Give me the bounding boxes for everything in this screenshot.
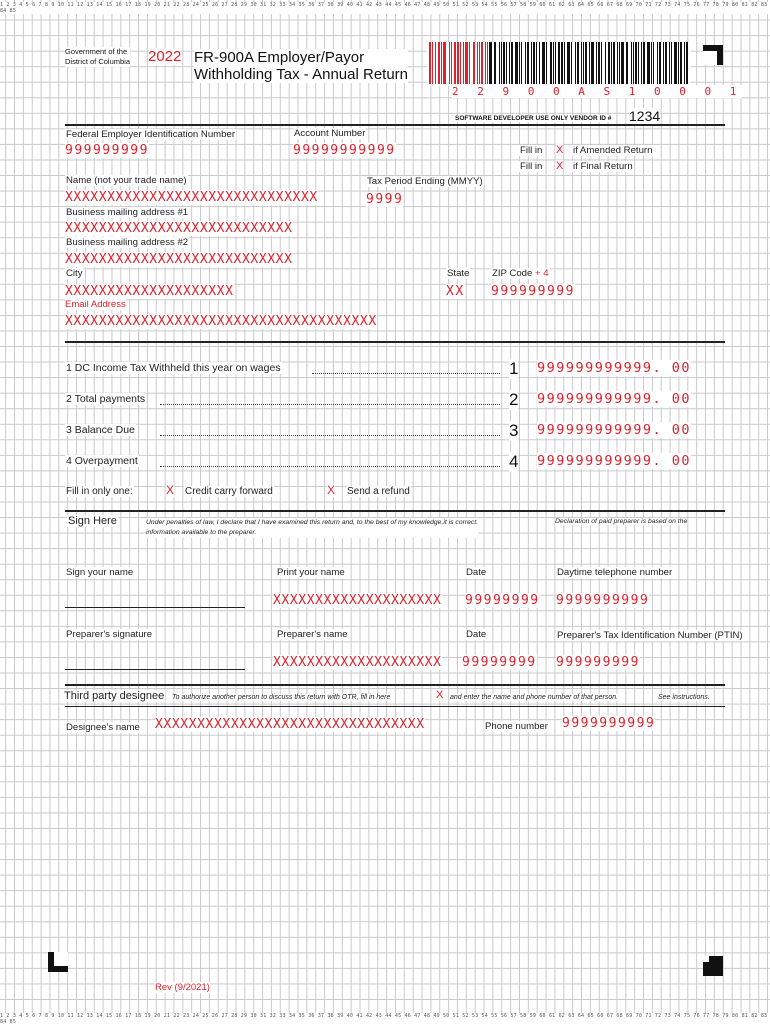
preparer-name-field[interactable]: XXXXXXXXXXXXXXXXXXXX [273,655,442,670]
registration-mark-top-right [703,45,723,65]
designee-instruction2: and enter the name and phone number of that person. [450,694,619,701]
section-rule-2 [65,510,725,512]
registration-mark-bottom-left [48,952,68,972]
daytime-phone-label: Daytime telephone number [557,567,673,578]
ptin-field[interactable]: 999999999 [556,655,640,670]
form-code: 2 2 9 0 0 A S 1 0 0 0 1 [452,85,743,98]
name-label: Name (not your trade name) [66,175,187,186]
agency-line1: Government of the [65,47,128,56]
line-1-label: 1 DC Income Tax Withheld this year on wages [66,362,281,374]
line-4-amount[interactable]: 999999999999. 00 [537,453,692,469]
revision-date: Rev (9/2021) [155,982,210,993]
line-4-label: 4 Overpayment [66,455,138,467]
credit-forward-checkbox[interactable]: X [166,483,175,497]
line-1-number: 1 [509,359,519,378]
preparer-signature-line[interactable] [65,669,245,670]
line-1-amount[interactable]: 999999999999. 00 [537,360,692,376]
declaration-line2: information available to the preparer. [146,529,257,536]
preparer-date-field[interactable]: 99999999 [462,655,537,670]
period-field[interactable]: 9999 [366,192,404,207]
send-refund-checkbox[interactable]: X [327,483,336,497]
line-2-label: 2 Total payments [66,393,146,405]
ptin-label: Preparer's Tax Identification Number (PTIN) [557,630,743,641]
line-1-leader [312,373,500,374]
form-title-line2: Withholding Tax - Annual Return [194,66,409,83]
designee-label: Third party designee [64,690,165,702]
email-field[interactable]: XXXXXXXXXXXXXXXXXXXXXXXXXXXXXXXXXXXXX [65,314,377,329]
fein-field[interactable]: 999999999 [65,143,149,158]
account-field[interactable]: 99999999999 [293,143,396,158]
vendor-id: 1234 [629,108,661,124]
sign-name-label: Sign your name [66,567,134,578]
barcode [427,42,691,86]
form-title-line1: FR-900A Employer/Payor [194,49,365,66]
designee-phone-label: Phone number [485,721,548,732]
top-ruler: 1 2 3 4 5 6 7 8 9 10 11 12 13 14 15 16 17 18 19 20 21 22 23 24 25 26 27 28 29 30 31 32 33 34 35 36 37 38 39 40 41 42 43 44 45 46 47 48 49 50 51 52 53 54 55 56 57 58 59 60 61 62 63 64 65 66 67 68 69 70 71 72 73 74 75 76 77 78 79 80 81 82 83 84 85 [0,2,770,14]
state-field[interactable]: XX [446,284,465,299]
address1-field[interactable]: XXXXXXXXXXXXXXXXXXXXXXXXXXX [65,221,293,236]
address2-label: Business mailing address #2 [66,237,189,248]
designee-rule [65,706,725,707]
form-title [194,49,408,83]
agency-line2: District of Columbia [65,57,131,66]
line-2-leader [160,404,500,405]
line-3-amount[interactable]: 999999999999. 00 [537,422,692,438]
name-field[interactable]: XXXXXXXXXXXXXXXXXXXXXXXXXXXXXX [65,190,318,205]
daytime-phone-field[interactable]: 9999999999 [556,593,650,608]
address2-field[interactable]: XXXXXXXXXXXXXXXXXXXXXXXXXXX [65,252,293,267]
signature-line[interactable] [65,607,245,608]
designee-instruction: To authorize another person to discuss this return with OTR, fill in here [172,694,391,701]
address1-label: Business mailing address #1 [66,207,189,218]
credit-forward-label: Credit carry forward [185,486,273,497]
account-label: Account Number [294,128,366,139]
amended-label: if Amended Return [573,145,653,156]
preparer-declaration: Declaration of paid preparer is based on the [555,518,688,525]
preparer-date-label: Date [466,629,487,640]
section-rule-3 [65,684,725,686]
line-4-number: 4 [509,452,519,471]
final-fill-label: Fill in [520,161,543,172]
sign-date-field[interactable]: 99999999 [465,593,540,608]
print-name-field[interactable]: XXXXXXXXXXXXXXXXXXXX [273,593,442,608]
line-3-leader [160,435,500,436]
period-label: Tax Period Ending (MMYY) [367,176,483,187]
line-4-leader [160,466,500,467]
fein-label: Federal Employer Identification Number [66,129,236,140]
vendor-label: SOFTWARE DEVELOPER USE ONLY VENDOR ID # [455,115,612,122]
amended-fill-label: Fill in [520,145,543,156]
agency-name [65,47,130,67]
declaration-line1: Under penalties of law, I declare that I have examined this return and, to the best of my knowledge,it is correct. [146,519,479,526]
line-3-number: 3 [509,421,519,440]
registration-mark-bottom-right [703,956,723,976]
state-label: State [447,268,470,279]
email-label: Email Address [65,299,126,310]
line-3-label: 3 Balance Due [66,424,135,436]
zip-label [491,268,550,279]
bottom-ruler: 1 2 3 4 5 6 7 8 9 10 11 12 13 14 15 16 17 18 19 20 21 22 23 24 25 26 27 28 29 30 31 32 33 34 35 36 37 38 39 40 41 42 43 44 45 46 47 48 49 50 51 52 53 54 55 56 57 58 59 60 61 62 63 64 65 66 67 68 69 70 71 72 73 74 75 76 77 78 79 80 81 82 83 84 85 [0,1013,770,1025]
designee-name-label: Designee's name [66,722,140,733]
designee-phone-field[interactable]: 9999999999 [562,716,656,731]
preparer-signature-label: Preparer's signature [66,629,153,640]
amended-checkbox[interactable]: X [556,144,564,156]
designee-checkbox[interactable]: X [436,689,444,701]
city-field[interactable]: XXXXXXXXXXXXXXXXXXXX [65,284,234,299]
preparer-name-label: Preparer's name [277,629,348,640]
sign-date-label: Date [466,567,487,578]
zip-field[interactable]: 999999999 [491,284,575,299]
designee-name-field[interactable]: XXXXXXXXXXXXXXXXXXXXXXXXXXXXXXXX [155,717,425,732]
line-2-amount[interactable]: 999999999999. 00 [537,391,692,407]
fill-one-label: Fill in only one: [66,486,133,497]
zip-plus4-label: + 4 [535,268,549,279]
declaration-text [146,518,478,538]
see-instructions: See instructions. [658,694,710,701]
tax-year: 2022 [148,48,182,65]
line-2-number: 2 [509,390,519,409]
city-label: City [66,268,83,279]
zip-label-text: ZIP Code [492,268,533,279]
print-name-label: Print your name [277,567,345,578]
final-checkbox[interactable]: X [556,160,564,172]
sign-here-label: Sign Here [68,515,117,527]
vendor-rule [65,124,725,126]
final-label: if Final Return [573,161,633,172]
section-rule-1 [65,341,725,343]
send-refund-label: Send a refund [347,486,410,497]
